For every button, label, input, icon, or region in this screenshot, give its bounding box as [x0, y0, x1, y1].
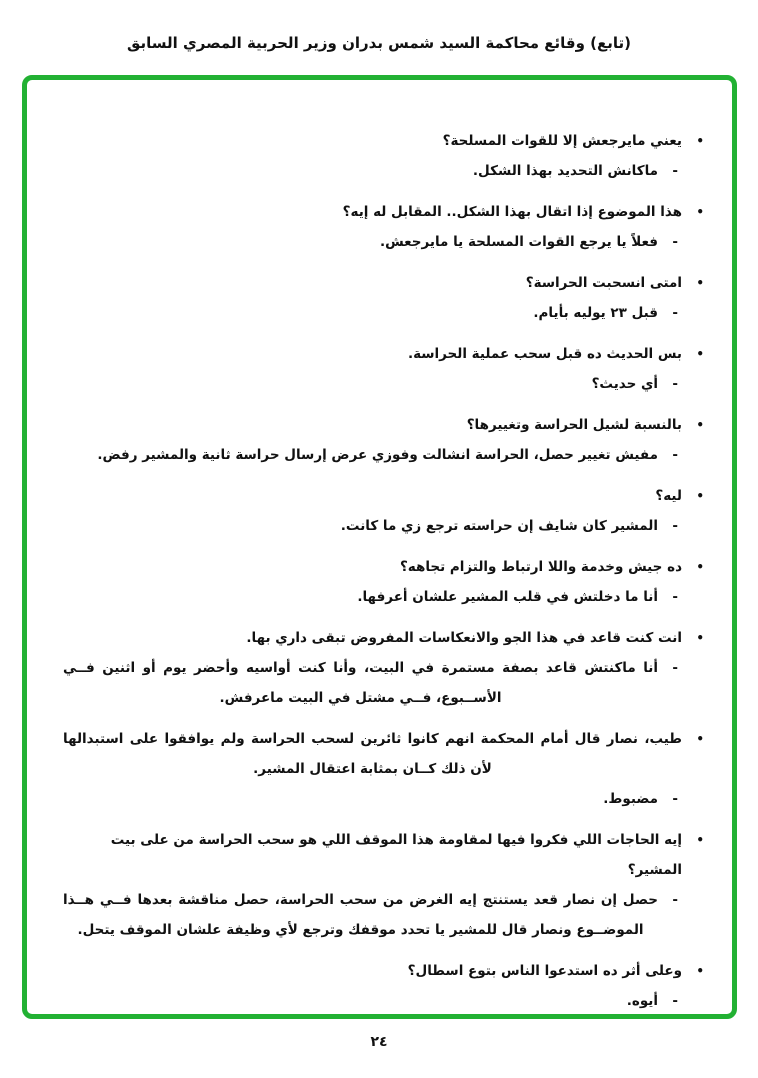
bullet-icon: • [696, 732, 704, 746]
qa-pair [63, 623, 704, 713]
question-text: بس الحديث ده قبل سحب عملية الحراسة. [407, 346, 682, 362]
dash-icon: - [672, 791, 678, 807]
qa-pair [63, 552, 704, 612]
qa-pair [63, 197, 704, 257]
page-title: (تابع) وقائع محاكمة السيد شمس بدران وزير الحربية المصري السابق [126, 34, 632, 52]
bullet-icon: • [696, 489, 704, 503]
dash-icon: - [672, 892, 678, 908]
question-text: ليه؟ [655, 488, 682, 504]
dash-icon: - [672, 163, 678, 179]
bullet-icon: • [696, 134, 704, 148]
qa-pair [63, 339, 704, 399]
question-row [63, 481, 704, 511]
bullet-icon: • [696, 631, 704, 645]
answer-row [63, 784, 678, 814]
answer-text: مفيش تغيير حصل، الحراسة انشالت وفوزي عرض إرسال حراسة ثانية والمشير رفض. [97, 447, 658, 463]
answer-text: أنا ماكنتش قاعد بصفة مستمرة في البيت، وأنا كنت أواسيه وأحضر يوم أو اثنين فــي الأســبوع، فــي مشتل في البيت ماعرفش. [63, 660, 658, 706]
qa-pair [63, 126, 704, 186]
question-text: ده جيش وخدمة واللا ارتباط والتزام تجاهه؟ [399, 559, 682, 575]
answer-row [63, 440, 678, 470]
question-text: امتى انسحبت الحراسة؟ [525, 275, 682, 291]
question-row [63, 552, 704, 582]
qa-pair [63, 410, 704, 470]
answer-row [63, 227, 678, 257]
answer-row [63, 653, 678, 713]
question-row [63, 197, 704, 227]
answer-row [63, 511, 678, 541]
answer-text: حصل إن نصار قعد يستنتج إيه الغرض من سحب الحراسة، حصل مناقشة بعدها فــي هــذا الموضــوع ونصار قال للمشير يا تحدد موقفك وترجع لأي وظيفة علشان الموقف يتحل. [63, 892, 658, 938]
question-text: إيه الحاجات اللي فكروا فيها لمقاومة هذا الموقف اللي هو سحب الحراسة من على بيت المشير؟ [110, 832, 682, 878]
bullet-icon: • [696, 833, 704, 847]
dash-icon: - [672, 447, 678, 463]
answer-row [63, 986, 678, 1016]
qa-pair [63, 825, 704, 945]
answer-row [63, 298, 678, 328]
question-row [63, 268, 704, 298]
qa-pair [63, 268, 704, 328]
dash-icon: - [672, 518, 678, 534]
answer-text: قبل ٢٣ يوليه بأيام. [533, 305, 658, 321]
question-row [63, 956, 704, 986]
bullet-icon: • [696, 964, 704, 978]
question-text: وعلى أثر ده استدعوا الناس بتوع اسطال؟ [407, 963, 682, 979]
dash-icon: - [672, 589, 678, 605]
answer-text: أي حديث؟ [591, 376, 658, 392]
qa-pair [63, 956, 704, 1016]
answer-text: ماكانش التحديد بهذا الشكل. [472, 163, 658, 179]
bullet-icon: • [696, 418, 704, 432]
qa-pair [63, 724, 704, 814]
question-text: هذا الموضوع إذا اتقال بهذا الشكل.. المقابل له إيه؟ [342, 204, 682, 220]
question-row [63, 339, 704, 369]
dash-icon: - [672, 993, 678, 1009]
bullet-icon: • [696, 205, 704, 219]
question-row [63, 724, 704, 784]
answer-row [63, 156, 678, 186]
answer-row [63, 885, 678, 945]
question-row [63, 623, 704, 653]
answer-text: أيوه. [626, 993, 658, 1009]
bullet-icon: • [696, 560, 704, 574]
answer-row [63, 369, 678, 399]
question-text: يعني مايرجعش إلا للقوات المسلحة؟ [442, 133, 682, 149]
page-number: ٢٤ [370, 1034, 388, 1050]
answer-row [63, 582, 678, 612]
dash-icon: - [672, 305, 678, 321]
bullet-icon: • [696, 276, 704, 290]
question-row [63, 410, 704, 440]
dash-icon: - [672, 660, 678, 676]
answer-text: المشير كان شايف إن حراسته ترجع زي ما كانت. [340, 518, 658, 534]
document-frame [22, 75, 737, 1019]
question-text: بالنسبة لشيل الحراسة وتغييرها؟ [466, 417, 682, 433]
question-text: طيب، نصار قال أمام المحكمة انهم كانوا ثائرين لسحب الحراسة ولم يوافقوا على استبدالها لأن ذلك كــان بمثابة اعتقال المشير. [63, 731, 682, 777]
transcript-content [27, 80, 732, 1016]
question-row [63, 126, 704, 156]
dash-icon: - [672, 376, 678, 392]
question-row [63, 825, 704, 885]
answer-text: أنا ما دخلتش في قلب المشير علشان أعرفها. [357, 589, 658, 605]
question-text: انت كنت قاعد في هذا الجو والانعكاسات المفروض تبقى داري بها. [246, 630, 682, 646]
bullet-icon: • [696, 347, 704, 361]
answer-text: مضبوط. [603, 791, 658, 807]
dash-icon: - [672, 234, 678, 250]
qa-pair [63, 481, 704, 541]
answer-text: فعلاً يا يرجع القوات المسلحة يا مايرجعش. [379, 234, 658, 250]
